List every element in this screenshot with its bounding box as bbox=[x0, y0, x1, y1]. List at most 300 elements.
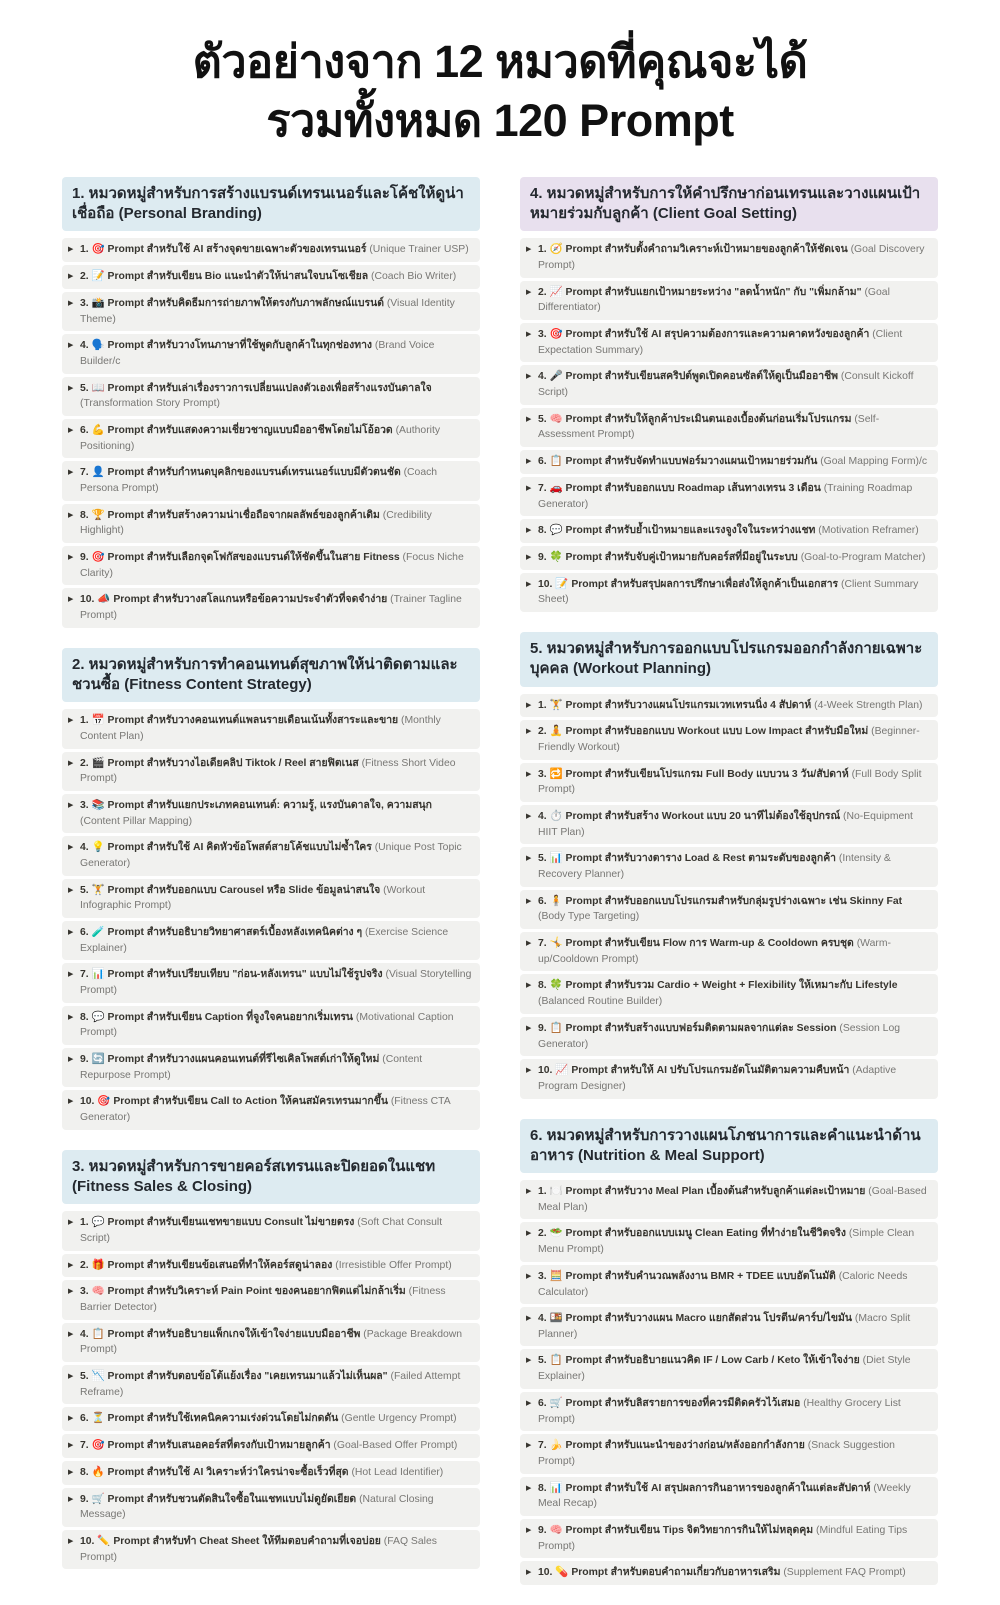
item-text bbox=[80, 1052, 473, 1083]
toggle-triangle-icon[interactable]: ▶ bbox=[526, 813, 532, 821]
item-title-thai: Prompt สำหรับวางแผน Macro แยกสัดส่วน โปรตีน/คาร์บ/ไขมัน bbox=[565, 1313, 852, 1325]
toggle-triangle-icon[interactable]: ▶ bbox=[68, 384, 74, 392]
toggle-triangle-icon[interactable]: ▶ bbox=[526, 458, 532, 466]
prompt-toggle-item[interactable] bbox=[62, 1434, 480, 1458]
toggle-triangle-icon[interactable]: ▶ bbox=[68, 1442, 74, 1450]
item-text bbox=[80, 338, 473, 369]
item-title-thai: Prompt สำหรับเขียนโปรแกรม Full Body แบบวน 3 วัน/สัปดาห์ bbox=[565, 768, 849, 780]
prompt-toggle-item[interactable] bbox=[62, 879, 480, 918]
brain-icon: 🧠 bbox=[549, 1523, 563, 1536]
item-title-thai: Prompt สำหรับให้ AI ปรับโปรแกรมอัตโนมัติตามความคืบหน้า bbox=[571, 1065, 850, 1077]
item-text bbox=[80, 1284, 473, 1315]
item-number: 6. bbox=[538, 1397, 547, 1409]
item-title-english: (FAQ Sales Prompt) bbox=[80, 1536, 437, 1563]
item-title-thai: Prompt สำหรับให้ลูกค้าประเมินตนเองเบื้องต้นก่อนเริ่มโปรแกรม bbox=[565, 413, 852, 425]
item-number: 4. bbox=[538, 1313, 547, 1325]
item-title-english: (Weekly Meal Recap) bbox=[538, 1482, 911, 1510]
section-items bbox=[62, 709, 480, 1130]
item-number: 7. bbox=[538, 938, 547, 950]
prompt-toggle-item[interactable] bbox=[520, 720, 938, 759]
item-number: 9. bbox=[80, 1493, 89, 1505]
item-number: 10. bbox=[538, 578, 553, 590]
four-leaf-clover-icon: 🍀 bbox=[549, 979, 563, 992]
toggle-triangle-icon[interactable]: ▶ bbox=[526, 527, 532, 535]
item-title-thai: Prompt สำหรับคำนวณพลังงาน BMR + TDEE แบบอัตโนมัติ bbox=[565, 1270, 836, 1282]
prompt-toggle-item[interactable] bbox=[62, 836, 480, 875]
item-text bbox=[80, 242, 473, 258]
prompt-toggle-item[interactable] bbox=[520, 805, 938, 844]
item-number: 7. bbox=[538, 482, 547, 494]
pill-icon: 💊 bbox=[555, 1566, 569, 1579]
toggle-triangle-icon[interactable]: ▶ bbox=[68, 1495, 74, 1503]
item-number: 10. bbox=[538, 1567, 553, 1579]
toggle-triangle-icon[interactable]: ▶ bbox=[526, 246, 532, 254]
prompt-toggle-item[interactable] bbox=[62, 419, 480, 458]
item-title-thai: Prompt สำหรับเปรียบเทียบ "ก่อน-หลังเทรน" แบบไม่ใช้รูปจริง bbox=[107, 969, 383, 981]
toggle-triangle-icon[interactable]: ▶ bbox=[68, 1373, 74, 1381]
toggle-triangle-icon[interactable]: ▶ bbox=[526, 415, 532, 423]
section-heading: 1. หมวดหมู่สำหรับการสร้างแบรนด์เทรนเนอร์และโค้ชให้ดูน่าเชื่อถือ (Personal Branding) bbox=[62, 177, 480, 232]
item-title-english: (Diet Style Explainer) bbox=[538, 1355, 911, 1383]
item-text bbox=[538, 767, 931, 798]
item-text bbox=[80, 883, 473, 914]
section-personal-branding bbox=[62, 177, 480, 628]
toggle-triangle-icon[interactable]: ▶ bbox=[68, 1219, 74, 1227]
toggle-triangle-icon[interactable]: ▶ bbox=[68, 1468, 74, 1476]
item-text bbox=[80, 798, 473, 829]
item-title-english: (Package Breakdown Prompt) bbox=[80, 1328, 463, 1356]
prompt-toggle-item[interactable] bbox=[520, 450, 938, 474]
section-items bbox=[62, 1211, 480, 1569]
item-title-english: (Unique Trainer USP) bbox=[369, 244, 469, 256]
toggle-triangle-icon[interactable]: ▶ bbox=[526, 1067, 532, 1075]
toggle-triangle-icon[interactable]: ▶ bbox=[68, 596, 74, 604]
section-fitness-content-strategy bbox=[62, 648, 480, 1130]
item-title-english: (Full Body Split Prompt) bbox=[538, 768, 922, 796]
toggle-triangle-icon[interactable]: ▶ bbox=[526, 1357, 532, 1365]
toggle-triangle-icon[interactable]: ▶ bbox=[68, 1261, 74, 1269]
toggle-triangle-icon[interactable]: ▶ bbox=[526, 1526, 532, 1534]
section-items bbox=[520, 1180, 938, 1585]
item-text bbox=[538, 412, 931, 443]
trophy-icon: 🏆 bbox=[91, 508, 105, 521]
prompt-toggle-item[interactable] bbox=[520, 408, 938, 447]
prompt-toggle-item[interactable] bbox=[520, 890, 938, 929]
item-title-english: (Gentle Urgency Prompt) bbox=[341, 1413, 457, 1425]
item-text bbox=[538, 285, 931, 316]
item-title-english: (Hot Lead Identifier) bbox=[351, 1466, 444, 1478]
toggle-triangle-icon[interactable]: ▶ bbox=[526, 373, 532, 381]
prompt-toggle-item[interactable] bbox=[62, 504, 480, 543]
item-text bbox=[538, 894, 931, 925]
dart-target-icon: 🎯 bbox=[549, 328, 563, 340]
prompt-toggle-item[interactable] bbox=[520, 932, 938, 971]
toggle-triangle-icon[interactable]: ▶ bbox=[526, 288, 532, 296]
toggle-triangle-icon[interactable]: ▶ bbox=[526, 1230, 532, 1238]
section-fitness-sales-closing bbox=[62, 1150, 480, 1570]
toggle-triangle-icon[interactable]: ▶ bbox=[68, 1098, 74, 1106]
toggle-triangle-icon[interactable]: ▶ bbox=[526, 580, 532, 588]
toggle-triangle-icon[interactable]: ▶ bbox=[68, 1415, 74, 1423]
item-title-english: (Fitness Short Video Prompt) bbox=[80, 757, 456, 785]
speaking-head-icon: 🗣️ bbox=[91, 339, 105, 352]
item-title-english: (Consult Kickoff Script) bbox=[538, 371, 914, 399]
toggle-triangle-icon[interactable]: ▶ bbox=[526, 1442, 532, 1450]
prompt-toggle-item[interactable] bbox=[62, 1090, 480, 1129]
item-title-thai: Prompt สำหรับเขียนสคริปต์พูดเปิดคอนซัลต์ให้ดูเป็นมืออาชีพ bbox=[565, 371, 838, 383]
toggle-triangle-icon[interactable]: ▶ bbox=[526, 701, 532, 709]
item-text bbox=[80, 1327, 473, 1358]
toggle-triangle-icon[interactable]: ▶ bbox=[526, 982, 532, 990]
item-title-thai: Prompt สำหรับออกแบบโปรแกรมสำหรับกลุ่มรูปร่างเฉพาะ เช่น Skinny Fat bbox=[565, 895, 903, 907]
prompt-toggle-item[interactable] bbox=[520, 546, 938, 570]
prompt-toggle-item[interactable] bbox=[520, 1017, 938, 1056]
toggle-triangle-icon[interactable]: ▶ bbox=[526, 940, 532, 948]
item-title-thai: Prompt สำหรับเล่าเรื่องราวการเปลี่ยนแปลงตัวเองเพื่อสร้างแรงบันดาลใจ bbox=[107, 382, 432, 394]
prompt-toggle-item[interactable] bbox=[62, 1407, 480, 1431]
item-number: 4. bbox=[538, 811, 547, 823]
toggle-triangle-icon[interactable]: ▶ bbox=[526, 1399, 532, 1407]
section-workout-planning bbox=[520, 632, 938, 1098]
item-title-english: (Soft Chat Consult Script) bbox=[80, 1217, 443, 1244]
prompt-toggle-item[interactable] bbox=[62, 588, 480, 627]
prompt-toggle-item[interactable] bbox=[520, 1222, 938, 1261]
salad-icon: 🥗 bbox=[549, 1227, 563, 1240]
item-title-thai: Prompt สำหรับวางไอเดียคลิป Tiktok / Reel สายฟิตเนส bbox=[107, 757, 359, 769]
item-title-english: (Focus Niche Clarity) bbox=[80, 551, 464, 579]
left-column bbox=[62, 177, 480, 1590]
prompt-toggle-item[interactable] bbox=[62, 752, 480, 791]
bust-silhouette-icon: 👤 bbox=[91, 466, 105, 479]
prompt-toggle-item[interactable] bbox=[62, 377, 480, 416]
item-number: 9. bbox=[538, 1524, 547, 1536]
item-title-english: (Mindful Eating Tips Prompt) bbox=[538, 1524, 908, 1552]
item-number: 5. bbox=[80, 382, 89, 394]
prompt-toggle-item[interactable] bbox=[62, 1048, 480, 1087]
prompt-toggle-item[interactable] bbox=[520, 1561, 938, 1585]
toggle-triangle-icon[interactable]: ▶ bbox=[68, 246, 74, 254]
prompt-toggle-item[interactable] bbox=[62, 709, 480, 748]
item-title-thai: Prompt สำหรับเขียน Bio แนะนำตัวให้น่าสนใจบนโซเชียล bbox=[107, 271, 369, 283]
item-number: 7. bbox=[80, 467, 89, 479]
prompt-toggle-item[interactable] bbox=[62, 921, 480, 960]
item-number: 2. bbox=[538, 726, 547, 738]
prompt-toggle-item[interactable] bbox=[520, 323, 938, 362]
item-title-english: (Goal Mapping Form)/c bbox=[820, 456, 928, 468]
toggle-triangle-icon[interactable]: ▶ bbox=[68, 1538, 74, 1546]
item-text bbox=[538, 1396, 931, 1427]
item-title-english: (Coach Persona Prompt) bbox=[80, 467, 438, 494]
clipboard-icon: 📋 bbox=[91, 1327, 105, 1340]
item-text bbox=[538, 1184, 931, 1215]
cartwheel-icon: 🤸 bbox=[549, 937, 563, 950]
prompt-toggle-item[interactable] bbox=[520, 1265, 938, 1304]
item-title-thai: Prompt สำหรับเขียน Caption ที่จูงใจคนอยากเริ่มเทรน bbox=[107, 1011, 354, 1023]
item-number: 2. bbox=[538, 1228, 547, 1240]
toggle-triangle-icon[interactable]: ▶ bbox=[68, 928, 74, 936]
bar-chart-icon: 📊 bbox=[91, 968, 105, 981]
item-number: 3. bbox=[538, 1270, 547, 1282]
section-heading: 3. หมวดหมู่สำหรับการขายคอร์สเทรนและปิดยอดในแชท (Fitness Sales & Closing) bbox=[62, 1150, 480, 1205]
item-title-english: (Balanced Routine Builder) bbox=[538, 996, 663, 1008]
item-title-thai: Prompt สำหรับวางคอนเทนต์แพลนรายเดือนเน้นทั้งสาระและขาย bbox=[107, 715, 399, 727]
toggle-triangle-icon[interactable]: ▶ bbox=[68, 971, 74, 979]
toggle-triangle-icon[interactable]: ▶ bbox=[68, 717, 74, 725]
item-title-english: (Body Type Targeting) bbox=[538, 911, 640, 923]
item-title-thai: Prompt สำหรับแยกเป้าหมายระหว่าง "ลดน้ำหนัก" กับ "เพิ่มกล้าม" bbox=[565, 286, 862, 298]
item-title-english: (Goal-Based Meal Plan) bbox=[538, 1186, 927, 1213]
item-number: 1. bbox=[80, 715, 89, 727]
item-title-thai: Prompt สำหรับใช้เทคนิคความเร่งด่วนโดยไม่กดดัน bbox=[107, 1413, 339, 1425]
toggle-triangle-icon[interactable]: ▶ bbox=[68, 299, 74, 307]
open-book-icon: 📖 bbox=[91, 381, 105, 394]
prompt-toggle-item[interactable] bbox=[520, 519, 938, 543]
item-text bbox=[538, 1269, 931, 1300]
section-heading: 5. หมวดหมู่สำหรับการออกแบบโปรแกรมออกกำลังกายเฉพาะบุคคล (Workout Planning) bbox=[520, 632, 938, 687]
toggle-triangle-icon[interactable]: ▶ bbox=[68, 553, 74, 561]
item-title-thai: Prompt สำหรับเขียนแชทขายแบบ Consult ไม่ขายตรง bbox=[107, 1217, 355, 1229]
prompt-toggle-item[interactable] bbox=[62, 1006, 480, 1045]
item-number: 10. bbox=[80, 1096, 95, 1108]
prompt-toggle-item[interactable] bbox=[520, 365, 938, 404]
item-title-english: (Transformation Story Prompt) bbox=[80, 398, 220, 410]
page-title-line2: รวมทั้งหมด 120 Prompt bbox=[266, 95, 734, 147]
memo-icon: 📝 bbox=[555, 577, 569, 590]
item-number: 1. bbox=[538, 1186, 547, 1198]
item-title-english: (Motivational Caption Prompt) bbox=[80, 1011, 454, 1039]
item-title-thai: Prompt สำหรับตอบคำถามเกี่ยวกับอาหารเสริม bbox=[571, 1567, 781, 1579]
item-text bbox=[538, 851, 931, 882]
prompt-toggle-item[interactable] bbox=[62, 1530, 480, 1569]
item-number: 1. bbox=[538, 699, 547, 711]
toggle-triangle-icon[interactable]: ▶ bbox=[68, 801, 74, 809]
toggle-triangle-icon[interactable]: ▶ bbox=[68, 759, 74, 767]
prompt-toggle-item[interactable] bbox=[520, 1349, 938, 1388]
prompt-toggle-item[interactable] bbox=[520, 281, 938, 320]
prompt-toggle-item[interactable] bbox=[62, 461, 480, 500]
item-title-english: (Coach Bio Writer) bbox=[371, 271, 457, 283]
item-number: 7. bbox=[538, 1440, 547, 1452]
prompt-toggle-item[interactable] bbox=[62, 963, 480, 1002]
item-text bbox=[538, 809, 931, 840]
item-title-thai: Prompt สำหรับสร้าง Workout แบบ 20 นาทีไม่ต้องใช้อุปกรณ์ bbox=[565, 811, 841, 823]
prompt-toggle-item[interactable] bbox=[520, 847, 938, 886]
clipboard-icon: 📋 bbox=[549, 1354, 563, 1367]
prompt-toggle-item[interactable] bbox=[520, 1434, 938, 1473]
toggle-triangle-icon[interactable]: ▶ bbox=[68, 273, 74, 281]
toggle-triangle-icon[interactable]: ▶ bbox=[526, 331, 532, 338]
item-text bbox=[80, 840, 473, 871]
item-text bbox=[80, 423, 473, 454]
dart-target-icon: 🎯 bbox=[91, 550, 105, 563]
item-title-english: (Trainer Tagline Prompt) bbox=[80, 594, 462, 622]
weight-lifter-icon: 🏋️ bbox=[91, 883, 105, 896]
prompt-toggle-item[interactable] bbox=[62, 1280, 480, 1319]
toggle-triangle-icon[interactable]: ▶ bbox=[526, 1024, 532, 1032]
toggle-triangle-icon[interactable]: ▶ bbox=[68, 1056, 74, 1064]
item-title-english: (Content Pillar Mapping) bbox=[80, 815, 193, 827]
item-title-english: (Beginner-Friendly Workout) bbox=[538, 726, 920, 754]
weight-lifter-icon: 🏋️ bbox=[549, 698, 563, 711]
item-text bbox=[80, 967, 473, 998]
item-title-thai: Prompt สำหรับออกแบบ Carousel หรือ Slide ข้อมูลน่าสนใจ bbox=[107, 884, 381, 896]
item-text bbox=[538, 724, 931, 755]
prompt-toggle-item[interactable] bbox=[62, 1365, 480, 1404]
item-number: 8. bbox=[80, 1011, 89, 1023]
item-number: 8. bbox=[80, 1466, 89, 1478]
item-title-thai: Prompt สำหรับวิเคราะห์ Pain Point ของคนอยากฟิตแต่ไม่กล้าเริ่ม bbox=[107, 1286, 406, 1298]
item-number: 5. bbox=[80, 884, 89, 896]
item-title-thai: Prompt สำหรับแสดงความเชี่ยวชาญแบบมืออาชีพโดยไม่โอ้อวด bbox=[107, 424, 393, 436]
toggle-triangle-icon[interactable]: ▶ bbox=[526, 1569, 532, 1577]
prompt-toggle-item[interactable] bbox=[62, 292, 480, 331]
prompt-toggle-item[interactable] bbox=[520, 1519, 938, 1558]
item-number: 6. bbox=[80, 1413, 89, 1425]
four-leaf-clover-icon: 🍀 bbox=[549, 550, 563, 563]
item-title-thai: Prompt สำหรับเลือกจุดโฟกัสของแบรนด์ให้ชัดขึ้นในสาย Fitness bbox=[107, 551, 400, 563]
toggle-triangle-icon[interactable]: ▶ bbox=[68, 511, 74, 519]
item-title-thai: Prompt สำหรับใช้ AI สรุปผลการกินอาหารของลูกค้าในแต่ละสัปดาห์ bbox=[565, 1482, 871, 1494]
section-heading: 6. หมวดหมู่สำหรับการวางแผนโภชนาการและคำแนะนำด้านอาหาร (Nutrition & Meal Support) bbox=[520, 1119, 938, 1174]
toggle-triangle-icon[interactable]: ▶ bbox=[526, 770, 532, 778]
toggle-triangle-icon[interactable]: ▶ bbox=[526, 1484, 532, 1492]
prompt-toggle-item[interactable] bbox=[62, 546, 480, 585]
clipboard-icon: 📋 bbox=[549, 455, 563, 468]
prompt-toggle-item[interactable] bbox=[62, 334, 480, 373]
item-number: 6. bbox=[538, 895, 547, 907]
item-title-thai: Prompt สำหรับจัดทำแบบฟอร์มวางแผนเป้าหมายร่วมกัน bbox=[565, 456, 818, 468]
prompt-toggle-item[interactable] bbox=[520, 1392, 938, 1431]
prompt-toggle-item[interactable] bbox=[62, 238, 480, 262]
item-title-english: (Credibility Highlight) bbox=[80, 509, 432, 537]
brain-icon: 🧠 bbox=[549, 412, 563, 425]
toggle-triangle-icon[interactable]: ▶ bbox=[68, 844, 74, 852]
item-text bbox=[80, 1492, 473, 1523]
prompt-toggle-item[interactable] bbox=[520, 694, 938, 718]
toggle-triangle-icon[interactable]: ▶ bbox=[68, 469, 74, 477]
item-text bbox=[538, 698, 931, 714]
item-title-english: (Snack Suggestion Prompt) bbox=[538, 1440, 895, 1467]
prompt-toggle-item[interactable] bbox=[520, 974, 938, 1013]
toggle-triangle-icon[interactable]: ▶ bbox=[526, 553, 532, 561]
item-title-thai: Prompt สำหรับคิดธีมการถ่ายภาพให้ตรงกับภาพลักษณ์แบรนด์ bbox=[107, 297, 384, 309]
prompt-toggle-item[interactable] bbox=[520, 1059, 938, 1098]
prompt-toggle-item[interactable] bbox=[520, 477, 938, 516]
item-title-thai: Prompt สำหรับเขียน Flow การ Warm-up & Cooldown ครบชุด bbox=[565, 938, 854, 950]
item-text bbox=[538, 978, 931, 1009]
prompt-toggle-item[interactable] bbox=[62, 1488, 480, 1527]
item-title-thai: Prompt สำหรับตอบข้อโต้แย้งเรื่อง "เคยเทรนมาแล้วไม่เห็นผล" bbox=[107, 1371, 388, 1383]
toggle-triangle-icon[interactable]: ▶ bbox=[526, 855, 532, 863]
item-title-english: (Motivation Reframer) bbox=[818, 525, 919, 537]
item-number: 4. bbox=[538, 371, 547, 383]
prompt-toggle-item[interactable] bbox=[520, 1180, 938, 1219]
section-nutrition-meal-support bbox=[520, 1119, 938, 1585]
toggle-triangle-icon[interactable]: ▶ bbox=[68, 1013, 74, 1021]
camera-icon: 📸 bbox=[91, 296, 105, 309]
stopwatch-icon: ⏱️ bbox=[549, 810, 563, 823]
abacus-icon: 🧮 bbox=[549, 1269, 563, 1282]
item-number: 10. bbox=[80, 1536, 95, 1548]
item-number: 2. bbox=[538, 286, 547, 298]
repeat-icon: 🔁 bbox=[549, 767, 563, 780]
item-text bbox=[80, 381, 473, 412]
prompt-toggle-item[interactable] bbox=[62, 1211, 480, 1250]
item-text bbox=[80, 1465, 473, 1481]
shopping-cart-icon: 🛒 bbox=[549, 1396, 563, 1409]
item-number: 10. bbox=[80, 594, 95, 606]
toggle-triangle-icon[interactable]: ▶ bbox=[68, 1288, 74, 1296]
item-title-thai: Prompt สำหรับใช้ AI สร้างจุดขายเฉพาะตัวของเทรนเนอร์ bbox=[107, 244, 367, 256]
toggle-triangle-icon[interactable]: ▶ bbox=[68, 426, 74, 434]
item-number: 8. bbox=[538, 1482, 547, 1494]
calendar-icon: 📅 bbox=[91, 714, 105, 727]
item-text bbox=[80, 1094, 473, 1125]
item-title-thai: Prompt สำหรับเสนอคอร์สที่ตรงกับเป้าหมายลูกค้า bbox=[107, 1440, 331, 1452]
item-number: 9. bbox=[538, 551, 547, 563]
item-title-english: (Failed Attempt Reframe) bbox=[80, 1371, 461, 1398]
item-text bbox=[80, 1411, 473, 1427]
item-title-english: (Irresistible Offer Prompt) bbox=[335, 1259, 452, 1271]
prompt-toggle-item[interactable] bbox=[62, 1461, 480, 1485]
prompt-toggle-item[interactable] bbox=[520, 1477, 938, 1516]
item-text bbox=[80, 1369, 473, 1400]
item-title-english: (Visual Identity Theme) bbox=[80, 297, 455, 325]
prompt-toggle-item[interactable] bbox=[520, 1307, 938, 1346]
prompt-toggle-item[interactable] bbox=[62, 794, 480, 833]
item-text bbox=[80, 756, 473, 787]
toggle-triangle-icon[interactable]: ▶ bbox=[526, 728, 532, 736]
toggle-triangle-icon[interactable]: ▶ bbox=[526, 484, 532, 492]
item-title-thai: Prompt สำหรับทำ Cheat Sheet ให้ทีมตอบคำถามที่เจอบ่อย bbox=[113, 1536, 381, 1548]
prompt-toggle-item[interactable] bbox=[520, 573, 938, 612]
prompt-toggle-item[interactable] bbox=[520, 238, 938, 277]
toggle-triangle-icon[interactable]: ▶ bbox=[526, 897, 532, 905]
prompt-toggle-item[interactable] bbox=[62, 1254, 480, 1278]
toggle-triangle-icon[interactable]: ▶ bbox=[526, 1272, 532, 1280]
toggle-triangle-icon[interactable]: ▶ bbox=[526, 1188, 532, 1196]
prompt-toggle-item[interactable] bbox=[520, 763, 938, 802]
item-title-english: (Healthy Grocery List Prompt) bbox=[538, 1397, 901, 1425]
toggle-triangle-icon[interactable]: ▶ bbox=[68, 886, 74, 894]
item-text bbox=[538, 936, 931, 967]
item-title-thai: Prompt สำหรับออกแบบ Roadmap เส้นทางเทรน 3 เดือน bbox=[565, 482, 821, 494]
prompt-toggle-item[interactable] bbox=[62, 1323, 480, 1362]
item-title-thai: Prompt สำหรับแนะนำของว่างก่อน/หลังออกกำลังกาย bbox=[565, 1440, 805, 1452]
item-title-english: (Session Log Generator) bbox=[538, 1022, 901, 1050]
dart-target-icon: 🎯 bbox=[91, 243, 105, 256]
chart-up-icon: 📈 bbox=[549, 285, 563, 298]
item-text bbox=[538, 1353, 931, 1384]
item-text bbox=[80, 508, 473, 539]
item-text bbox=[538, 577, 931, 608]
item-number: 8. bbox=[80, 509, 89, 521]
item-title-thai: Prompt สำหรับวางโทนภาษาที่ใช้พูดกับลูกค้าในทุกช่องทาง bbox=[107, 340, 372, 352]
item-text bbox=[538, 1481, 931, 1512]
item-title-english: (Visual Storytelling Prompt) bbox=[80, 969, 472, 997]
item-number: 7. bbox=[80, 969, 89, 981]
item-number: 3. bbox=[80, 1286, 89, 1298]
toggle-triangle-icon[interactable]: ▶ bbox=[68, 342, 74, 350]
item-title-thai: Prompt สำหรับย้ำเป้าหมายและแรงจูงใจในระหว่างแชท bbox=[565, 525, 816, 537]
item-number: 4. bbox=[80, 842, 89, 854]
flexed-biceps-icon: 💪 bbox=[91, 423, 105, 436]
item-title-english: (Natural Closing Message) bbox=[80, 1493, 434, 1521]
toggle-triangle-icon[interactable]: ▶ bbox=[68, 1330, 74, 1338]
item-number: 3. bbox=[80, 297, 89, 309]
toggle-triangle-icon[interactable]: ▶ bbox=[526, 1315, 532, 1323]
prompt-toggle-item[interactable] bbox=[62, 265, 480, 289]
